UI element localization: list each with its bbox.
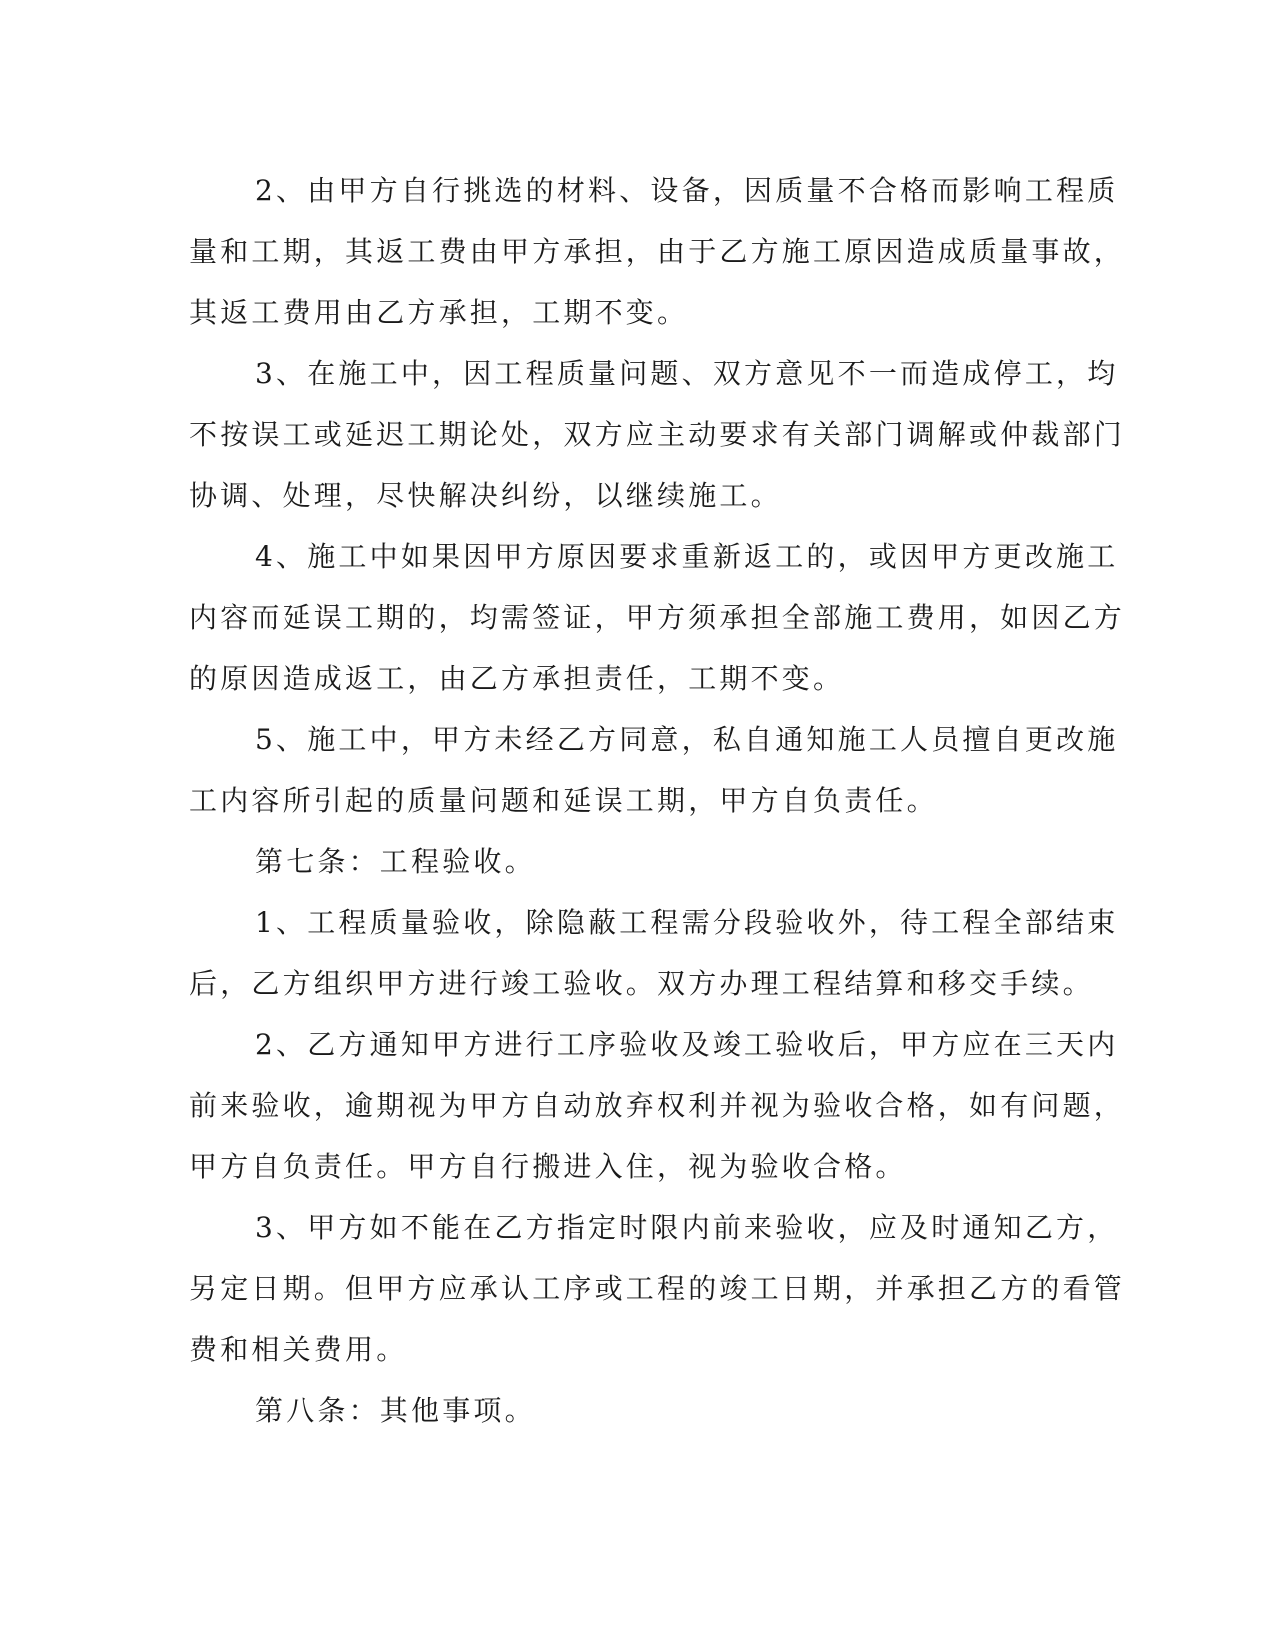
text-line: 其返工费用由乙方承担，工期不变。	[189, 296, 689, 329]
article-heading	[189, 1380, 1053, 1441]
text-line: 5、施工中，甲方未经乙方同意，私自通知施工人员擅自更改施	[255, 723, 1119, 756]
text-line: 后，乙方组织甲方进行竣工验收。双方办理工程结算和移交手续。	[189, 967, 1094, 1000]
text-line: 工内容所引起的质量问题和延误工期，甲方自负责任。	[189, 784, 938, 817]
clause-paragraph	[189, 709, 1119, 831]
clause-paragraph	[189, 1197, 1126, 1380]
text-line: 3、甲方如不能在乙方指定时限内前来验收，应及时通知乙方，	[255, 1211, 1119, 1244]
text-line: 内容而延误工期的，均需签证，甲方须承担全部施工费用，如因乙方	[189, 601, 1126, 634]
text-line: 1、工程质量验收，除隐蔽工程需分段验收外，待工程全部结束	[255, 906, 1119, 939]
text-line: 的原因造成返工，由乙方承担责任，工期不变。	[189, 662, 845, 695]
article-title: 第八条：其他事项。	[255, 1394, 536, 1427]
text-line: 前来验收，逾期视为甲方自动放弃权利并视为验收合格，如有问题，	[189, 1089, 1126, 1122]
clause-paragraph	[189, 160, 1126, 343]
text-line: 另定日期。但甲方应承认工序或工程的竣工日期，并承担乙方的看管	[189, 1272, 1126, 1305]
clause-paragraph	[189, 343, 1126, 526]
clause-paragraph	[189, 1014, 1126, 1197]
text-line: 2、由甲方自行挑选的材料、设备，因质量不合格而影响工程质	[255, 174, 1119, 207]
text-line: 3、在施工中，因工程质量问题、双方意见不一而造成停工，均	[255, 357, 1119, 390]
document-body	[189, 160, 1126, 1441]
text-line: 量和工期，其返工费由甲方承担，由于乙方施工原因造成质量事故，	[189, 235, 1126, 268]
text-line: 协调、处理，尽快解决纠纷，以继续施工。	[189, 479, 782, 512]
article-heading	[189, 831, 1053, 892]
text-line: 不按误工或延迟工期论处，双方应主动要求有关部门调解或仲裁部门	[189, 418, 1126, 451]
article-title: 第七条：工程验收。	[255, 845, 536, 878]
text-line: 2、乙方通知甲方进行工序验收及竣工验收后，甲方应在三天内	[255, 1028, 1119, 1061]
clause-paragraph	[189, 892, 1119, 1014]
text-line: 费和相关费用。	[189, 1333, 408, 1366]
text-line: 4、施工中如果因甲方原因要求重新返工的，或因甲方更改施工	[255, 540, 1119, 573]
clause-paragraph	[189, 526, 1126, 709]
text-line: 甲方自负责任。甲方自行搬进入住，视为验收合格。	[189, 1150, 907, 1183]
